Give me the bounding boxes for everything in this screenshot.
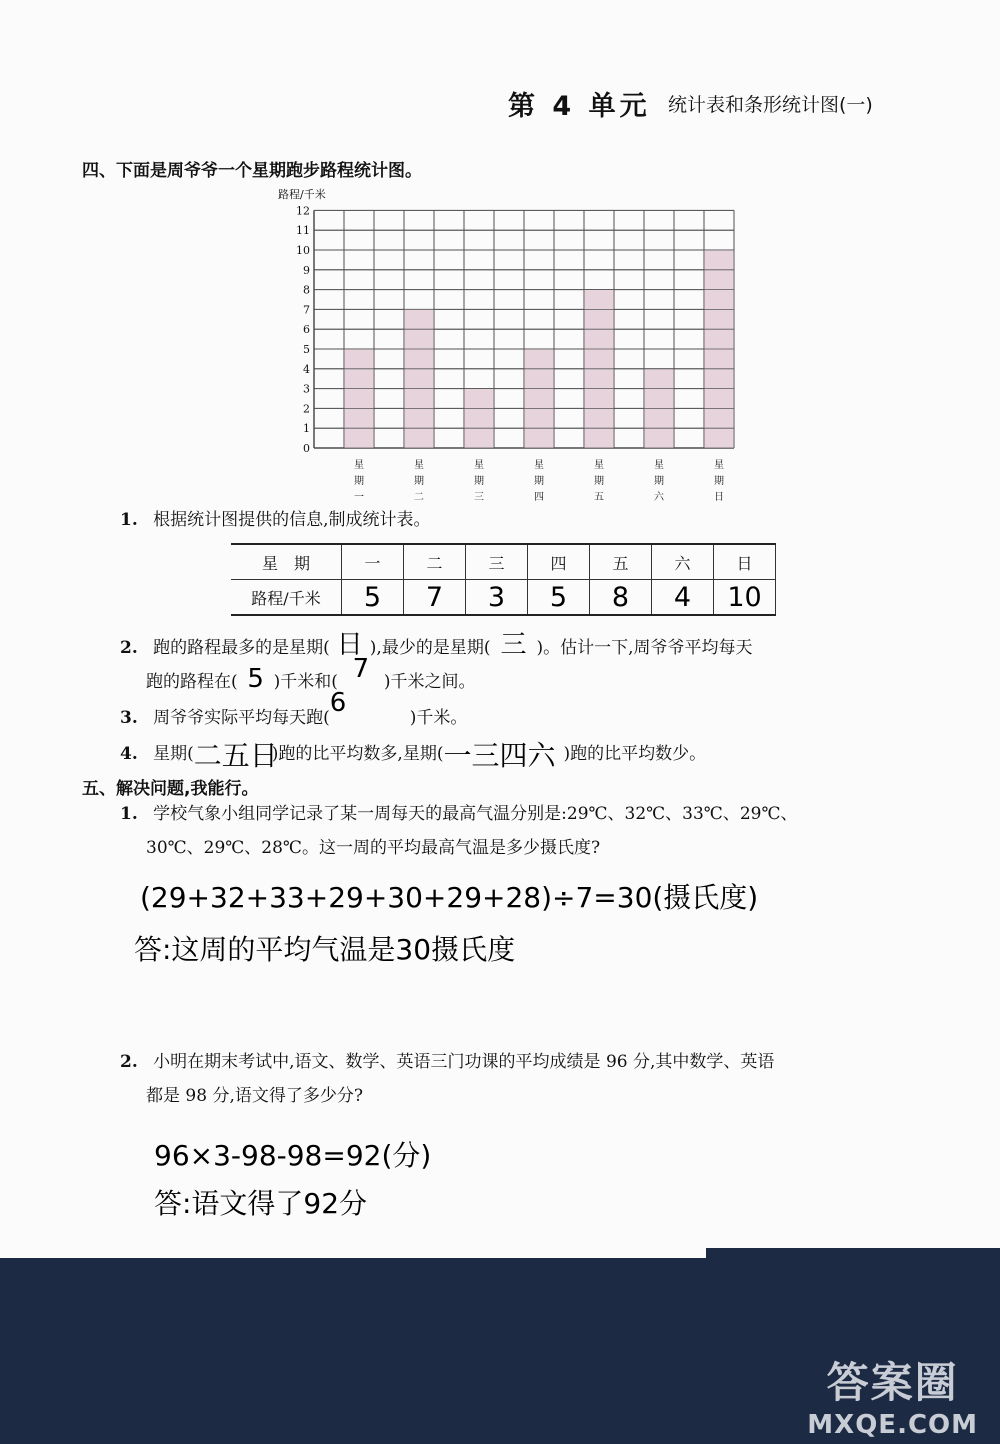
table-answer-7[interactable]: 10 (714, 580, 776, 616)
statistics-table (231, 543, 776, 616)
running-bar-chart (270, 182, 770, 502)
q4-text-b: )跑的比平均数多,星期( (271, 744, 444, 764)
y-tick-10: 10 (296, 244, 310, 257)
q2-text-e: )千米和( (273, 672, 338, 692)
q4-answer-less[interactable]: 一三四六 (443, 739, 556, 772)
watermark-text-1: 答案圈 (826, 1358, 959, 1407)
x-label-7: 星 (714, 460, 724, 471)
table-row-distance (231, 580, 776, 616)
x-label-1: 一 (354, 492, 364, 502)
x-label-5: 星 (594, 460, 604, 471)
y-tick-1: 1 (303, 422, 310, 436)
x-label-3: 星 (474, 460, 484, 471)
table-label-day: 星 期 (231, 544, 342, 580)
q4-text-c: )跑的比平均数少。 (563, 744, 707, 764)
x-label-5: 期 (594, 476, 604, 487)
table-row-days (231, 544, 776, 580)
y-tick-3: 3 (303, 382, 310, 396)
q2-line1 (120, 632, 753, 658)
chart-ylabel: 路程/千米 (278, 188, 326, 201)
bar-4 (524, 349, 554, 448)
chart-y-ticks (296, 204, 310, 455)
table-answer-2[interactable]: 7 (404, 580, 466, 616)
q2-answer-low[interactable]: 5 (247, 664, 264, 694)
watermark-logo (807, 1350, 978, 1440)
x-label-7: 日 (714, 492, 724, 502)
table-day-6: 六 (652, 544, 714, 580)
x-label-4: 四 (534, 492, 544, 502)
y-tick-9: 9 (303, 263, 310, 277)
q3-number: 3. (120, 708, 138, 728)
watermark-text-2: MXQE.COM (807, 1410, 978, 1440)
q1-number: 1. (120, 510, 138, 530)
y-tick-5: 5 (303, 343, 310, 356)
q4-answer-more[interactable]: 二五日 (193, 739, 278, 772)
bar-2 (404, 309, 434, 448)
q3-text-a: 周爷爷实际平均每天跑( (153, 708, 330, 728)
y-tick-4: 4 (303, 362, 310, 376)
q1-text: 根据统计图提供的信息,制成统计表。 (153, 510, 431, 530)
section5-title: 五、解决问题,我能行。 (82, 779, 259, 799)
q3-answer[interactable]: 6 (329, 688, 347, 718)
x-label-4: 星 (534, 460, 544, 471)
section4-title: 四、下面是周爷爷一个星期跑步路程统计图。 (82, 161, 422, 181)
q2-text-c: )。估计一下,周爷爷平均每天 (536, 638, 753, 658)
table-answer-5[interactable]: 8 (590, 580, 652, 616)
y-tick-12: 12 (296, 204, 310, 218)
p1-text-1: 学校气象小组同学记录了某一周每天的最高气温分别是:29℃、32℃、33℃、29℃、 (153, 804, 798, 824)
p2-line1 (120, 1054, 774, 1071)
y-tick-7: 7 (303, 303, 310, 317)
x-label-1: 星 (354, 460, 364, 471)
x-label-5: 五 (594, 492, 604, 502)
table-day-3: 三 (466, 544, 528, 580)
x-label-2: 期 (414, 476, 424, 487)
q1 (120, 512, 431, 529)
y-tick-2: 2 (303, 402, 310, 416)
unit-subtitle: 统计表和条形统计图(一) (668, 94, 873, 116)
q2-text-d: 跑的路程在( (146, 672, 238, 692)
p2-text-2: 都是 98 分,语文得了多少分? (146, 1086, 363, 1106)
q2-number: 2. (120, 638, 138, 658)
chart-bars (314, 210, 734, 448)
q2-text-a: 跑的路程最多的是星期( (153, 638, 330, 658)
table-day-7: 日 (714, 544, 776, 580)
q2-line2 (146, 654, 476, 694)
x-label-2: 星 (414, 460, 424, 471)
table-answer-6[interactable]: 4 (652, 580, 714, 616)
q3-text-b: )千米。 (409, 708, 468, 728)
q2-answer-min[interactable]: 三 (500, 630, 527, 660)
y-tick-0: 0 (303, 442, 310, 455)
table-day-5: 五 (590, 544, 652, 580)
q4-number: 4. (120, 744, 138, 764)
p1-answer[interactable]: 答:这周的平均气温是30摄氏度 (134, 933, 516, 966)
chart-x-labels (354, 459, 724, 502)
unit-title: 第 4 单元 (508, 91, 651, 122)
y-tick-6: 6 (303, 323, 310, 337)
x-label-3: 三 (474, 492, 484, 502)
x-label-1: 期 (354, 476, 364, 487)
y-tick-11: 11 (296, 224, 310, 238)
p2-formula[interactable]: 96×3-98-98=92(分) (154, 1139, 432, 1172)
table-day-2: 二 (404, 544, 466, 580)
table-day-4: 四 (528, 544, 590, 580)
q2-text-b: ),最少的是星期( (369, 638, 491, 658)
p1-text-2: 30℃、29℃、28℃。这一周的平均最高气温是多少摄氏度? (146, 838, 601, 858)
p2-answer[interactable]: 答:语文得了92分 (154, 1187, 368, 1220)
table-day-1: 一 (342, 544, 404, 580)
y-tick-8: 8 (303, 283, 310, 297)
table-answer-4[interactable]: 5 (528, 580, 590, 616)
table-answer-1[interactable]: 5 (342, 580, 404, 616)
q2-answer-high[interactable]: 7 (352, 654, 370, 684)
p1-formula[interactable]: (29+32+33+29+30+29+28)÷7=30(摄氏度) (140, 881, 759, 914)
table-label-distance: 路程/千米 (231, 580, 342, 616)
x-label-6: 星 (654, 460, 664, 471)
p2-number: 2. (120, 1052, 138, 1072)
bar-1 (344, 349, 374, 448)
table-answer-3[interactable]: 3 (466, 580, 528, 616)
x-label-4: 期 (534, 476, 544, 487)
x-label-7: 期 (714, 476, 724, 487)
bar-3 (464, 389, 494, 448)
q2-text-f: )千米之间。 (383, 672, 476, 692)
q4 (120, 736, 707, 772)
p2-text-1: 小明在期末考试中,语文、数学、英语三门功课的平均成绩是 96 分,其中数学、英语 (153, 1052, 775, 1072)
x-label-2: 二 (414, 492, 424, 502)
x-label-3: 期 (474, 476, 484, 487)
p1-line1 (120, 806, 797, 823)
q3 (120, 688, 468, 728)
p1-number: 1. (120, 804, 138, 824)
q2-answer-max[interactable]: 日 (336, 630, 363, 660)
q4-text-a: 星期( (153, 744, 194, 764)
x-label-6: 期 (654, 476, 664, 487)
x-label-6: 六 (654, 492, 664, 502)
